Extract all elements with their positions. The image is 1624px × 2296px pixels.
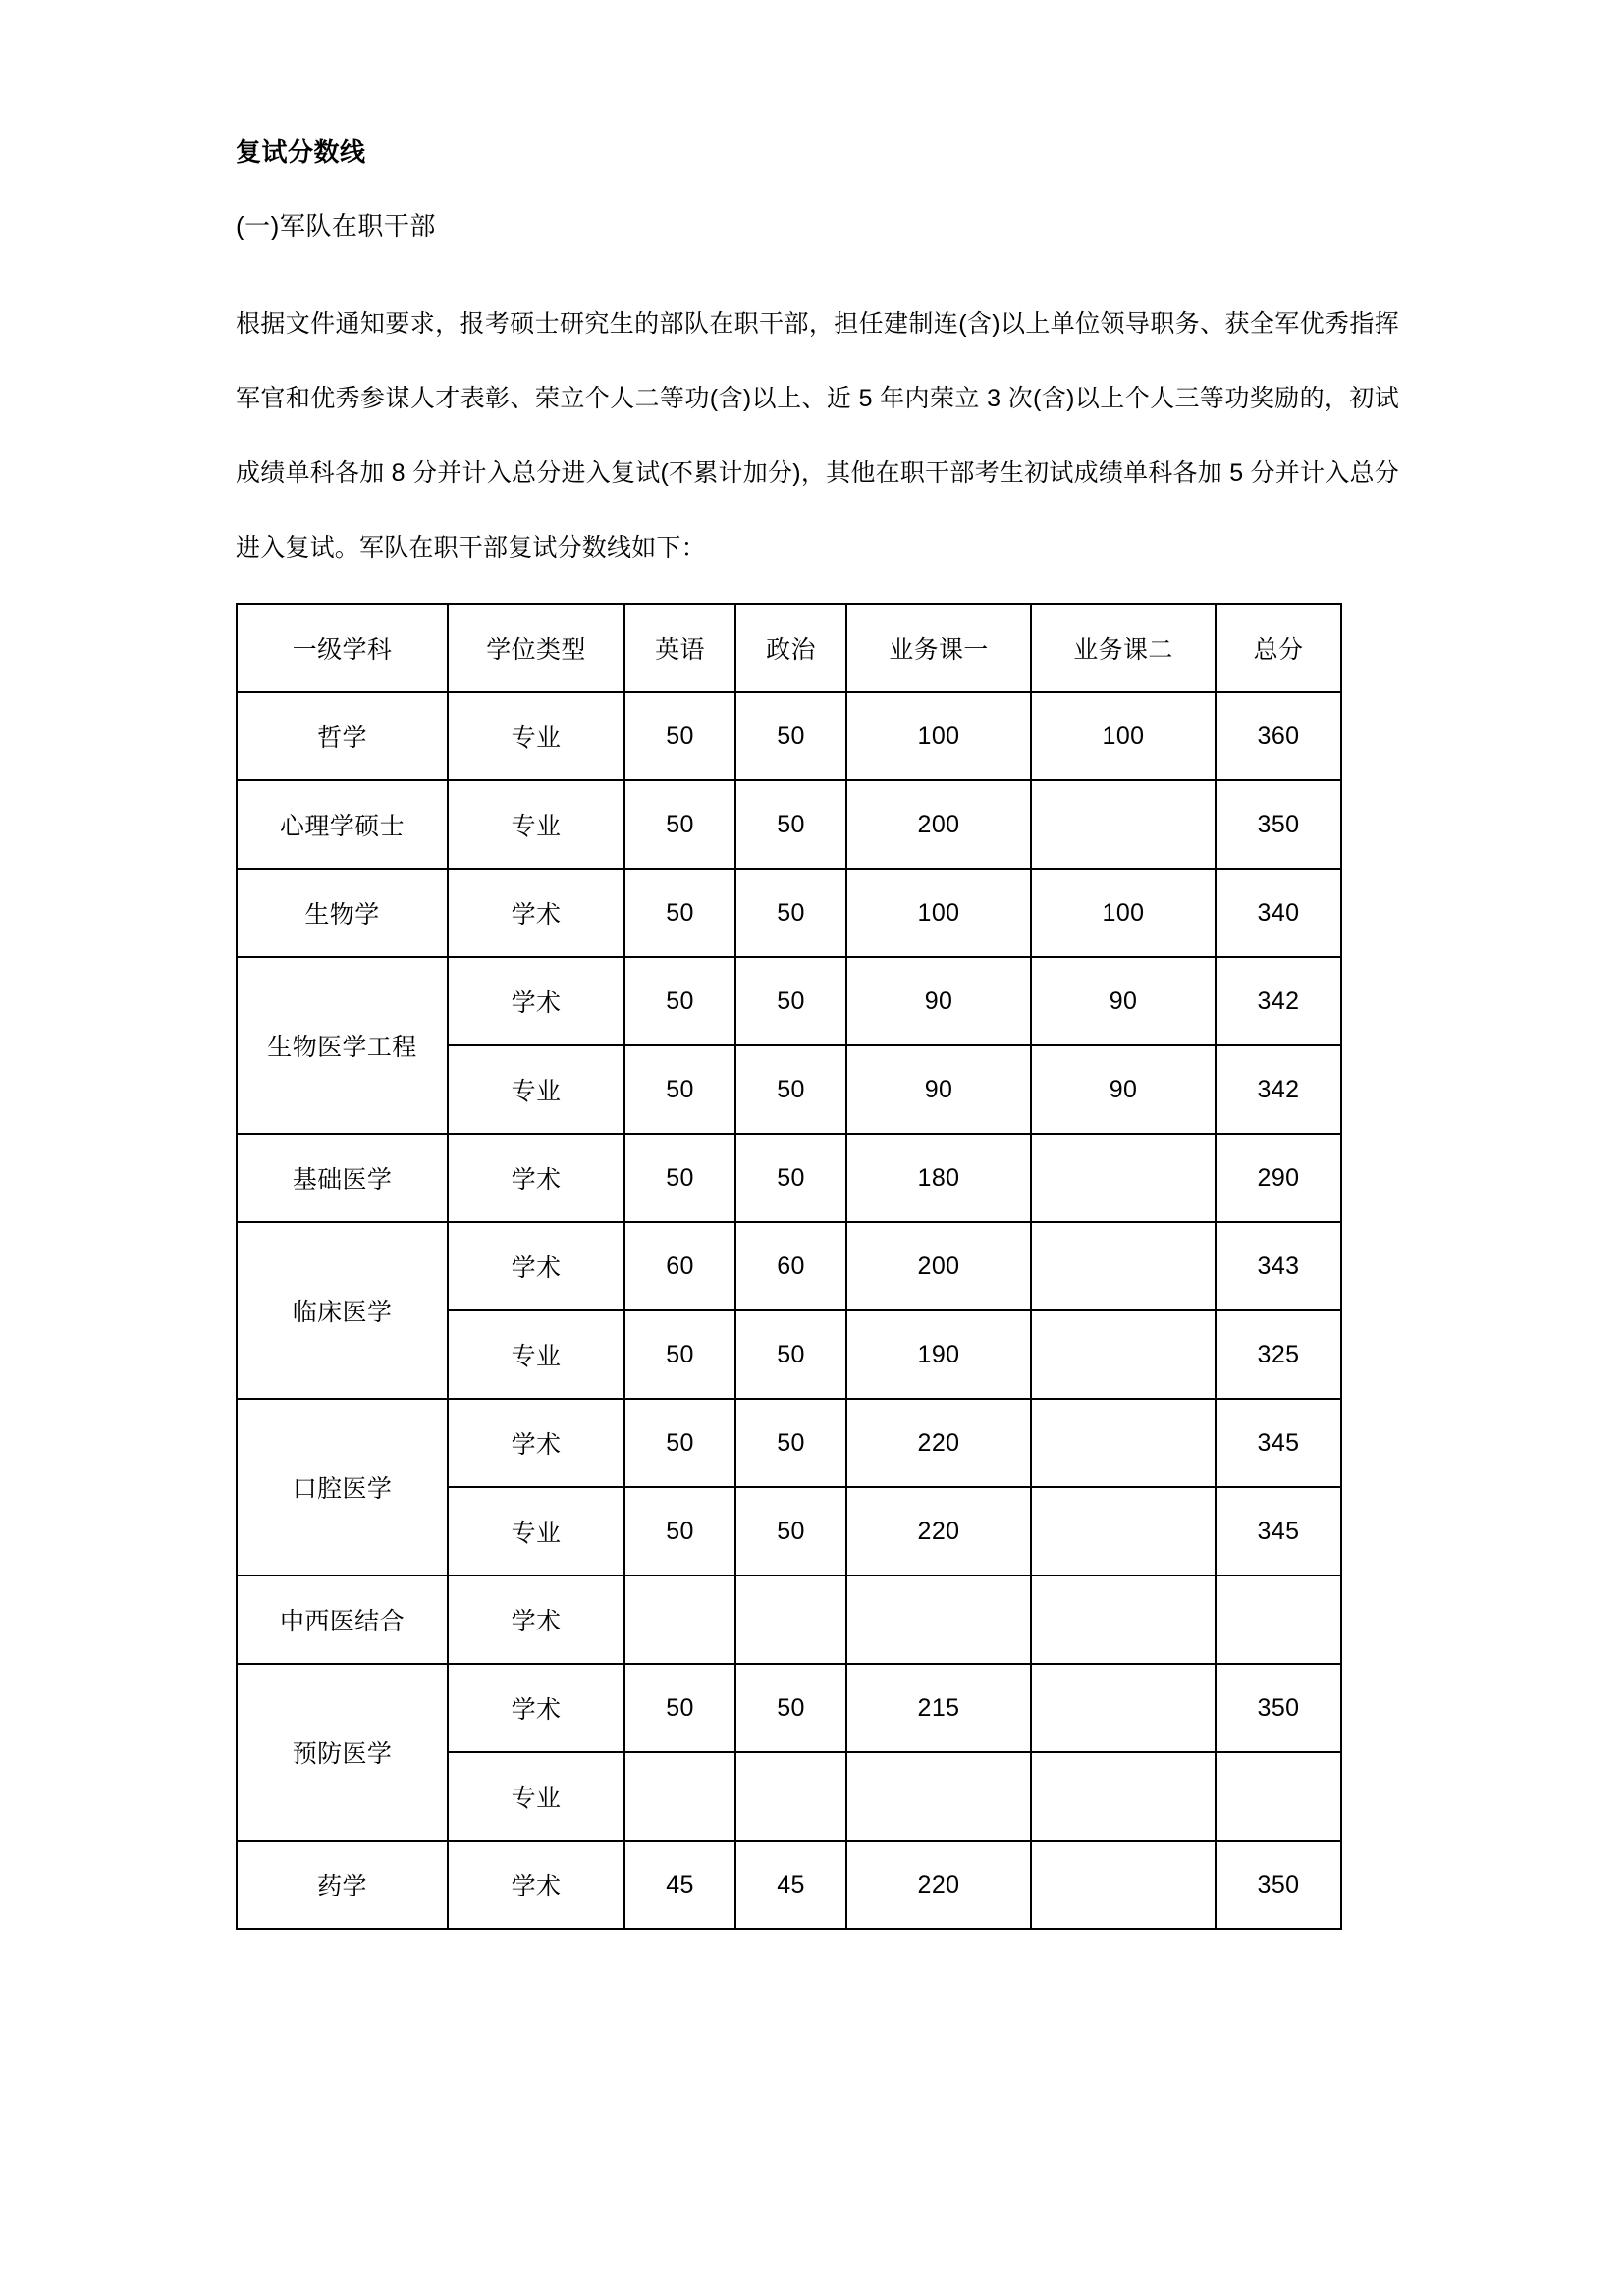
cell-discipline: 基础医学 [237, 1134, 448, 1222]
cell-degree-type: 学术 [448, 869, 624, 957]
column-header-english: 英语 [624, 604, 735, 692]
page-title: 复试分数线 [236, 137, 366, 167]
cell-english: 50 [624, 780, 735, 869]
cell-degree-type: 学术 [448, 1399, 624, 1487]
cell-degree-type: 专业 [448, 1487, 624, 1575]
column-header-politics: 政治 [735, 604, 846, 692]
cell-english: 50 [624, 692, 735, 780]
table-body [237, 692, 1341, 1929]
column-header-subject-two: 业务课二 [1031, 604, 1216, 692]
cell-total: 345 [1216, 1399, 1341, 1487]
cell-subject-one: 180 [846, 1134, 1031, 1222]
cell-subject-one: 200 [846, 1222, 1031, 1310]
cell-subject-two [1031, 1487, 1216, 1575]
cell-subject-two [1031, 1399, 1216, 1487]
cell-degree-type: 专业 [448, 1752, 624, 1841]
cell-total: 342 [1216, 1045, 1341, 1134]
cell-total: 342 [1216, 957, 1341, 1045]
cell-total: 340 [1216, 869, 1341, 957]
table-row [237, 1664, 1341, 1752]
cell-english: 50 [624, 1134, 735, 1222]
cell-english: 50 [624, 1664, 735, 1752]
cell-subject-two [1031, 1841, 1216, 1929]
cell-degree-type: 专业 [448, 692, 624, 780]
table-row [237, 957, 1341, 1045]
cell-politics: 50 [735, 1399, 846, 1487]
cell-subject-two: 90 [1031, 957, 1216, 1045]
cell-discipline: 生物医学工程 [237, 957, 448, 1134]
table-row [237, 869, 1341, 957]
cell-english: 50 [624, 1399, 735, 1487]
cell-discipline: 口腔医学 [237, 1399, 448, 1575]
cell-subject-one: 220 [846, 1487, 1031, 1575]
cell-discipline: 药学 [237, 1841, 448, 1929]
cell-degree-type: 学术 [448, 1841, 624, 1929]
table-row [237, 780, 1341, 869]
cell-subject-two [1031, 1134, 1216, 1222]
table-row [237, 1222, 1341, 1310]
intro-paragraph: 根据文件通知要求，报考硕士研究生的部队在职干部，担任建制连(含)以上单位领导职务、获全军优秀指挥军官和优秀参谋人才表彰、荣立个人二等功(含)以上、近 5 年内荣立 3 次(含)以上个人三等功奖励的，初试成绩单科各加 8 分并计入总分进入复试(不累计加分)，其他在职干部考生初试成绩单科各加 5 分并计入总分进入复试。军队在职干部复试分数线如下： [236, 310, 1399, 562]
cell-subject-one: 220 [846, 1841, 1031, 1929]
cell-english: 50 [624, 869, 735, 957]
cell-degree-type: 学术 [448, 1575, 624, 1664]
cell-discipline: 预防医学 [237, 1664, 448, 1841]
cell-discipline: 临床医学 [237, 1222, 448, 1399]
table-row [237, 1575, 1341, 1664]
table-row [237, 1134, 1341, 1222]
cell-degree-type: 学术 [448, 1134, 624, 1222]
cell-total [1216, 1575, 1341, 1664]
cell-politics: 50 [735, 780, 846, 869]
table-row [237, 692, 1341, 780]
cell-total: 325 [1216, 1310, 1341, 1399]
cell-politics: 50 [735, 1310, 846, 1399]
cell-total: 350 [1216, 1841, 1341, 1929]
cell-discipline: 哲学 [237, 692, 448, 780]
cell-total: 350 [1216, 1664, 1341, 1752]
cell-discipline: 生物学 [237, 869, 448, 957]
cell-subject-one: 220 [846, 1399, 1031, 1487]
cell-subject-one: 90 [846, 957, 1031, 1045]
cell-subject-two [1031, 1222, 1216, 1310]
column-header-degree-type: 学位类型 [448, 604, 624, 692]
cell-english: 50 [624, 1310, 735, 1399]
cell-total: 343 [1216, 1222, 1341, 1310]
cell-subject-one [846, 1575, 1031, 1664]
cell-subject-one [846, 1752, 1031, 1841]
cell-english: 50 [624, 1045, 735, 1134]
score-line-table [236, 603, 1342, 1930]
cell-subject-one: 100 [846, 869, 1031, 957]
cell-degree-type: 学术 [448, 1222, 624, 1310]
table-row [237, 1399, 1341, 1487]
cell-subject-two [1031, 1310, 1216, 1399]
cell-english: 45 [624, 1841, 735, 1929]
cell-english: 50 [624, 957, 735, 1045]
table-row [237, 1841, 1341, 1929]
cell-total: 360 [1216, 692, 1341, 780]
cell-discipline: 中西医结合 [237, 1575, 448, 1664]
column-header-subject-one: 业务课一 [846, 604, 1031, 692]
section-heading: (一)军队在职干部 [236, 211, 436, 241]
cell-politics: 50 [735, 692, 846, 780]
cell-discipline: 心理学硕士 [237, 780, 448, 869]
cell-degree-type: 专业 [448, 1045, 624, 1134]
cell-english [624, 1752, 735, 1841]
cell-subject-two [1031, 780, 1216, 869]
cell-politics: 45 [735, 1841, 846, 1929]
cell-degree-type: 学术 [448, 1664, 624, 1752]
cell-subject-two: 100 [1031, 869, 1216, 957]
cell-politics: 50 [735, 1134, 846, 1222]
cell-total: 350 [1216, 780, 1341, 869]
cell-politics: 50 [735, 869, 846, 957]
cell-politics [735, 1575, 846, 1664]
cell-subject-one: 190 [846, 1310, 1031, 1399]
cell-subject-two: 90 [1031, 1045, 1216, 1134]
cell-subject-two [1031, 1575, 1216, 1664]
cell-politics: 50 [735, 1487, 846, 1575]
cell-politics: 50 [735, 957, 846, 1045]
cell-politics: 50 [735, 1664, 846, 1752]
column-header-discipline: 一级学科 [237, 604, 448, 692]
cell-degree-type: 学术 [448, 957, 624, 1045]
cell-subject-one: 100 [846, 692, 1031, 780]
cell-degree-type: 专业 [448, 1310, 624, 1399]
cell-total [1216, 1752, 1341, 1841]
column-header-total: 总分 [1216, 604, 1341, 692]
cell-english: 60 [624, 1222, 735, 1310]
cell-degree-type: 专业 [448, 780, 624, 869]
cell-subject-one: 90 [846, 1045, 1031, 1134]
cell-total: 290 [1216, 1134, 1341, 1222]
cell-subject-two: 100 [1031, 692, 1216, 780]
cell-subject-two [1031, 1664, 1216, 1752]
cell-politics: 60 [735, 1222, 846, 1310]
table-header-row [237, 604, 1341, 692]
cell-subject-one: 215 [846, 1664, 1031, 1752]
cell-english: 50 [624, 1487, 735, 1575]
cell-english [624, 1575, 735, 1664]
cell-subject-two [1031, 1752, 1216, 1841]
cell-subject-one: 200 [846, 780, 1031, 869]
cell-politics [735, 1752, 846, 1841]
cell-politics: 50 [735, 1045, 846, 1134]
cell-total: 345 [1216, 1487, 1341, 1575]
